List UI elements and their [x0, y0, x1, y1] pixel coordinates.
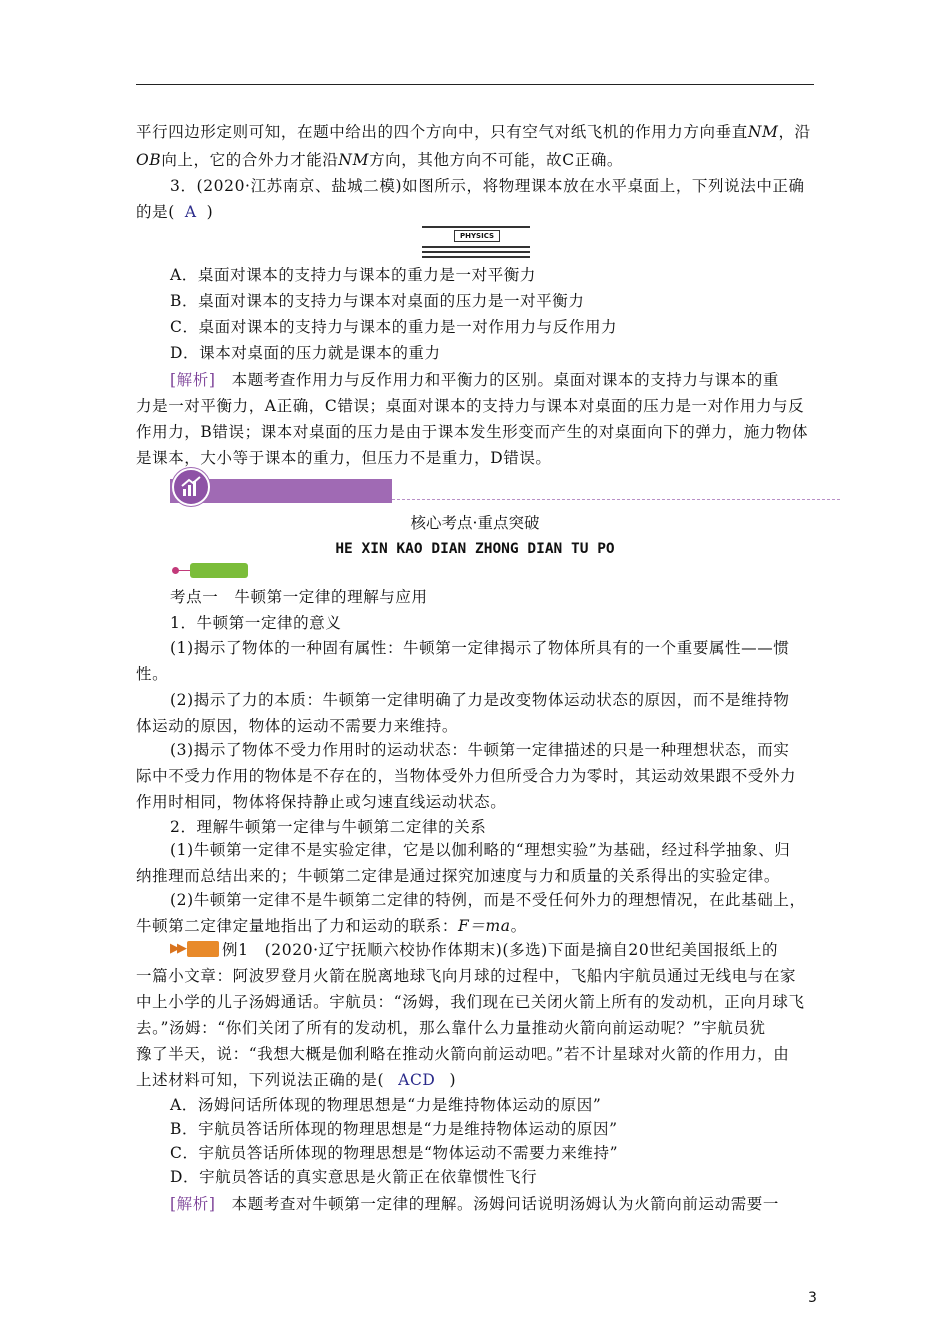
section-divider [392, 499, 840, 500]
kp1-q1b: 纳推理而总结出来的；牛顿第二定律是通过探究加速度与力和质量的关系得出的实验定律。 [136, 867, 781, 885]
q3-analysis-2: 力是一对平衡力，A正确，C错误；桌面对课本的支持力与课本对桌面的压力是一对作用力与反 [136, 397, 805, 415]
kp1-p1b: 性。 [136, 665, 169, 683]
kp1-sub2: 2．理解牛顿第一定律与牛顿第二定律的关系 [170, 818, 487, 836]
intro-line-2: OB向上，它的合外力才能沿NM方向，其他方向不可能，故C正确。 [136, 151, 624, 169]
ex1-line-3: 中上小学的儿子汤姆通话。宇航员：“汤姆，我们现在已关闭火箭上所有的发动机，正向月球飞 [136, 993, 805, 1011]
q3-option-b: B．桌面对课本的支持力与课本对桌面的压力是一对平衡力 [170, 292, 585, 310]
page-number: 3 [808, 1290, 817, 1306]
keypoint-pill [190, 563, 248, 578]
kp1-p1a: (1)揭示了物体的一种固有属性：牛顿第一定律揭示了物体所具有的一个重要属性——惯 [170, 639, 790, 657]
ex1-line-2: 一篇小文章：阿波罗登月火箭在脱离地球飞向月球的过程中，飞船内宇航员通过无线电与在家 [136, 967, 797, 985]
ex1-line-5: 豫了半天，说：“我想大概是伽利略在推动火箭向前运动吧。”若不计星球对火箭的作用力，由 [136, 1045, 790, 1063]
kp1-p2a: (2)揭示了力的本质：牛顿第一定律明确了力是改变物体运动状态的原因，而不是维持物 [170, 691, 790, 709]
example-arrow-icon: ▶▶ [170, 941, 184, 956]
section-title: 核心考点·重点突破 [410, 514, 540, 532]
example-tag [187, 941, 219, 957]
kp1-p3c: 作用时相同，物体将保持静止或匀速直线运动状态。 [136, 793, 507, 811]
q3-stem-1: 3．(2020·江苏南京、盐城二模)如图所示，将物理课本放在水平桌面上，下列说法中正确 [170, 177, 805, 195]
q3-analysis-3: 作用力，B错误；课本对桌面的压力是由于课本发生形变而产生的对桌面向下的弹力，施力物体 [136, 423, 809, 441]
chart-growth-icon [172, 468, 210, 506]
q3-analysis-4: 是课本，大小等于课本的重力，但压力不是重力，D错误。 [136, 449, 552, 467]
kp1-p3b: 际中不受力作用的物体是不存在的，当物体受外力但所受合力为零时，其运动效果跟不受外力 [136, 767, 797, 785]
ex1-answer: ACD [398, 1071, 436, 1089]
q3-analysis-1: [解析] 本题考查作用力与反作用力和平衡力的区别。桌面对课本的支持力与课本的重 [170, 371, 780, 389]
book-line [422, 226, 530, 228]
ex1-analysis-1: [解析] 本题考查对牛顿第一定律的理解。汤姆问话说明汤姆认为火箭向前运动需要一 [170, 1195, 780, 1213]
kp1-p3a: (3)揭示了物体不受力作用时的运动状态：牛顿第一定律描述的只是一种理想状态，而实 [170, 741, 790, 759]
kp1-q2b: 牛顿第二定律定量地指出了力和运动的联系：F＝ma。 [136, 917, 527, 935]
section-pinyin: HE XIN KAO DIAN ZHONG DIAN TU PO [335, 541, 615, 557]
ex1-option-c: C．宇航员答话所体现的物理思想是“物体运动不需要力来维持” [170, 1144, 619, 1162]
kp1-p2b: 体运动的原因，物体的运动不需要力来维持。 [136, 717, 459, 735]
book-line [422, 246, 530, 248]
intro-line-1: 平行四边形定则可知，在题中给出的四个方向中，只有空气对纸飞机的作用力方向垂直NM，沿 [136, 123, 811, 141]
kp1-sub1: 1．牛顿第一定律的意义 [170, 614, 342, 632]
kp1-q1a: (1)牛顿第一定律不是实验定律，它是以伽利略的“理想实验”为基础，经过科学抽象、归 [170, 841, 791, 859]
q3-option-a: A．桌面对课本的支持力与课本的重力是一对平衡力 [170, 266, 536, 284]
book-line [422, 251, 530, 253]
kp1-heading: 考点一 牛顿第一定律的理解与应用 [170, 588, 428, 606]
physics-book-figure [422, 226, 530, 258]
q3-stem-2: 的是( A ) [136, 203, 214, 221]
ex1-option-d: D．宇航员答话的真实意思是火箭正在依靠惯性飞行 [170, 1168, 538, 1186]
book-line [422, 256, 530, 258]
kp1-q2a: (2)牛顿第一定律不是牛顿第二定律的特例，而是不受任何外力的理想情况，在此基础上， [170, 891, 806, 909]
ex1-line-1: 例1 (2020·辽宁抚顺六校协作体期末)(多选)下面是摘自20世纪美国报纸上的 [222, 941, 779, 959]
ex1-option-b: B．宇航员答话所体现的物理思想是“力是维持物体运动的原因” [170, 1120, 618, 1138]
q3-option-d: D．课本对桌面的压力就是课本的重力 [170, 344, 441, 362]
q3-answer: A [184, 203, 197, 221]
header-rule [136, 84, 814, 85]
book-label: PHYSICS [454, 230, 500, 242]
ex1-line-6: 上述材料可知，下列说法正确的是( ACD ) [136, 1071, 457, 1089]
ex1-line-4: 去。”汤姆：“你们关闭了所有的发动机，那么靠什么力量推动火箭向前运动呢？”宇航员犹 [136, 1019, 766, 1037]
ex1-option-a: A．汤姆问话所体现的物理思想是“力是维持物体运动的原因” [170, 1096, 602, 1114]
q3-option-c: C．桌面对课本的支持力与课本的重力是一对作用力与反作用力 [170, 318, 618, 336]
